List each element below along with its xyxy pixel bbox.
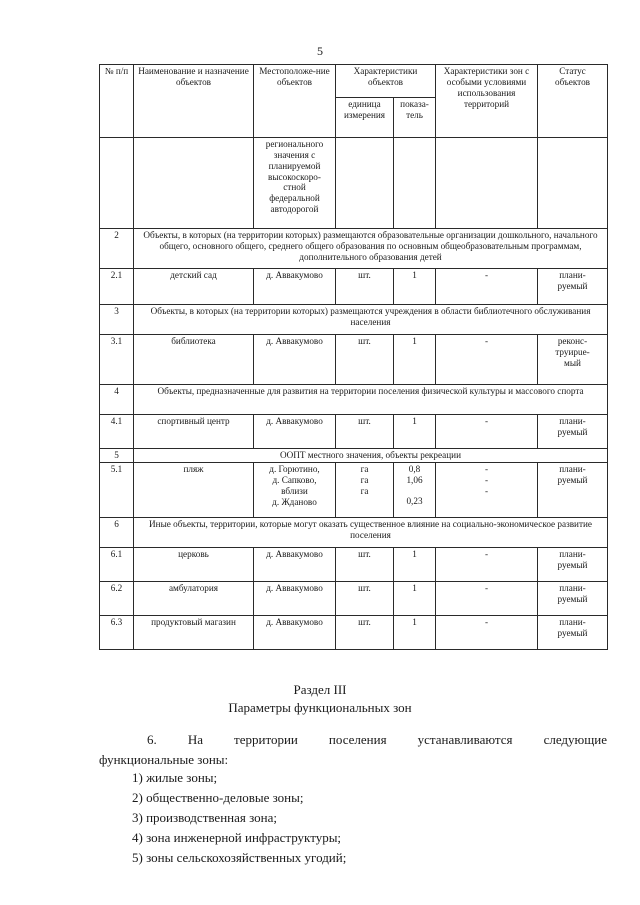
row-zones: -	[436, 616, 538, 650]
table-header-row	[100, 65, 608, 98]
section-num: 3	[100, 305, 134, 335]
section-row-6	[100, 518, 608, 548]
section-title: Объекты, в которых (на территории которых) размещаются образовательные организации дошкольного, начального общего, основного общего, среднего общего образования по основным общеобразовательным программам, дополнительного образования детей	[134, 229, 608, 269]
section-num: 5	[100, 449, 134, 463]
row-name: спортивный центр	[134, 415, 254, 449]
continuation-location: регионального значения с планируемой высокоскоро- стной федеральной автодорогой	[254, 138, 336, 229]
row-location: д. Аввакумово	[254, 335, 336, 385]
row-indicator: 1	[394, 616, 436, 650]
row-unit: шт.	[336, 582, 394, 616]
row-indicator: 1	[394, 582, 436, 616]
table-row-6-1	[100, 548, 608, 582]
row-indicator: 0,8 1,06 0,23	[394, 463, 436, 518]
table-row-3-1	[100, 335, 608, 385]
row-unit: га га га	[336, 463, 394, 518]
row-num: 5.1	[100, 463, 134, 518]
section-row-5	[100, 449, 608, 463]
row-status: плани- руемый	[538, 463, 608, 518]
row-num: 2.1	[100, 269, 134, 305]
section-row-4	[100, 385, 608, 415]
row-zones: -	[436, 415, 538, 449]
header-num: № п/п	[100, 65, 134, 138]
row-location: д. Аввакумово	[254, 582, 336, 616]
table-row-6-2	[100, 582, 608, 616]
list-item: 1) жилые зоны;	[132, 770, 218, 785]
row-status: плани- руемый	[538, 269, 608, 305]
section-row-2	[100, 229, 608, 269]
row-status: реконс- труирue- мый	[538, 335, 608, 385]
page-number: 5	[317, 44, 323, 58]
row-indicator: 1	[394, 335, 436, 385]
row-zones: -	[436, 335, 538, 385]
table-row-continuation	[100, 138, 608, 229]
row-zones: -	[436, 582, 538, 616]
row-indicator: 1	[394, 269, 436, 305]
row-unit: шт.	[336, 415, 394, 449]
list-item: 4) зона инженерной инфраструктуры;	[132, 830, 342, 845]
row-location: д. Аввакумово	[254, 415, 336, 449]
row-zones: -	[436, 269, 538, 305]
row-num: 6.2	[100, 582, 134, 616]
header-characteristics: Характеристики объектов	[336, 65, 436, 98]
section-heading-title: Параметры функциональных зон	[228, 700, 412, 715]
row-name: пляж	[134, 463, 254, 518]
row-unit: шт.	[336, 548, 394, 582]
row-indicator: 1	[394, 415, 436, 449]
row-zones: - - -	[436, 463, 538, 518]
list-item: 2) общественно-деловые зоны;	[132, 790, 304, 805]
row-status: плани- руемый	[538, 582, 608, 616]
row-num: 6.1	[100, 548, 134, 582]
row-unit: шт.	[336, 269, 394, 305]
table-row-4-1	[100, 415, 608, 449]
row-unit: шт.	[336, 616, 394, 650]
section-heading-number: Раздел III	[293, 682, 347, 697]
section-title: Иные объекты, территории, которые могут оказать существенное влияние на социально-экономическое развитие поселения	[134, 518, 608, 548]
objects-table	[99, 64, 608, 650]
table-row-2-1	[100, 269, 608, 305]
section-num: 6	[100, 518, 134, 548]
header-indicator: показа-тель	[394, 98, 436, 138]
row-status: плани- руемый	[538, 616, 608, 650]
row-name: церковь	[134, 548, 254, 582]
table-row-6-3	[100, 616, 608, 650]
row-location: д. Аввакумово	[254, 269, 336, 305]
row-location: д. Горютино, д. Сапково, вблизи д. Жданово	[254, 463, 336, 518]
row-unit: шт.	[336, 335, 394, 385]
row-name: продуктовый магазин	[134, 616, 254, 650]
section-num: 4	[100, 385, 134, 415]
list-item: 3) производственная зона;	[132, 810, 278, 825]
row-indicator: 1	[394, 548, 436, 582]
row-name: детский сад	[134, 269, 254, 305]
section-num: 2	[100, 229, 134, 269]
row-num: 6.3	[100, 616, 134, 650]
row-name: амбулатория	[134, 582, 254, 616]
table-row-5-1	[100, 463, 608, 518]
row-name: библиотека	[134, 335, 254, 385]
row-location: д. Аввакумово	[254, 548, 336, 582]
section-title: Объекты, в которых (на территории которых) размещаются учреждения в области библиотечного обслуживания населения	[134, 305, 608, 335]
header-location: Местоположе-ние объектов	[254, 65, 336, 138]
header-zones: Характеристики зон с особыми условиями использования территорий	[436, 65, 538, 138]
row-num: 3.1	[100, 335, 134, 385]
list-item: 5) зоны сельскохозяйственных угодий;	[132, 850, 347, 865]
header-name: Наименование и назначение объектов	[134, 65, 254, 138]
row-location: д. Аввакумово	[254, 616, 336, 650]
row-num: 4.1	[100, 415, 134, 449]
row-zones: -	[436, 548, 538, 582]
row-status: плани- руемый	[538, 415, 608, 449]
header-unit: единица измерения	[336, 98, 394, 138]
header-status: Статус объектов	[538, 65, 608, 138]
paragraph-intro: 6. На территории поселения устанавливаются следующие	[147, 732, 607, 747]
section-title: Объекты, предназначенные для развития на территории поселения физической культуры и массового спорта	[134, 385, 608, 415]
paragraph-intro-cont: функциональные зоны:	[99, 752, 229, 767]
section-row-3	[100, 305, 608, 335]
row-status: плани- руемый	[538, 548, 608, 582]
section-title: ООПТ местного значения, объекты рекреации	[134, 449, 608, 463]
